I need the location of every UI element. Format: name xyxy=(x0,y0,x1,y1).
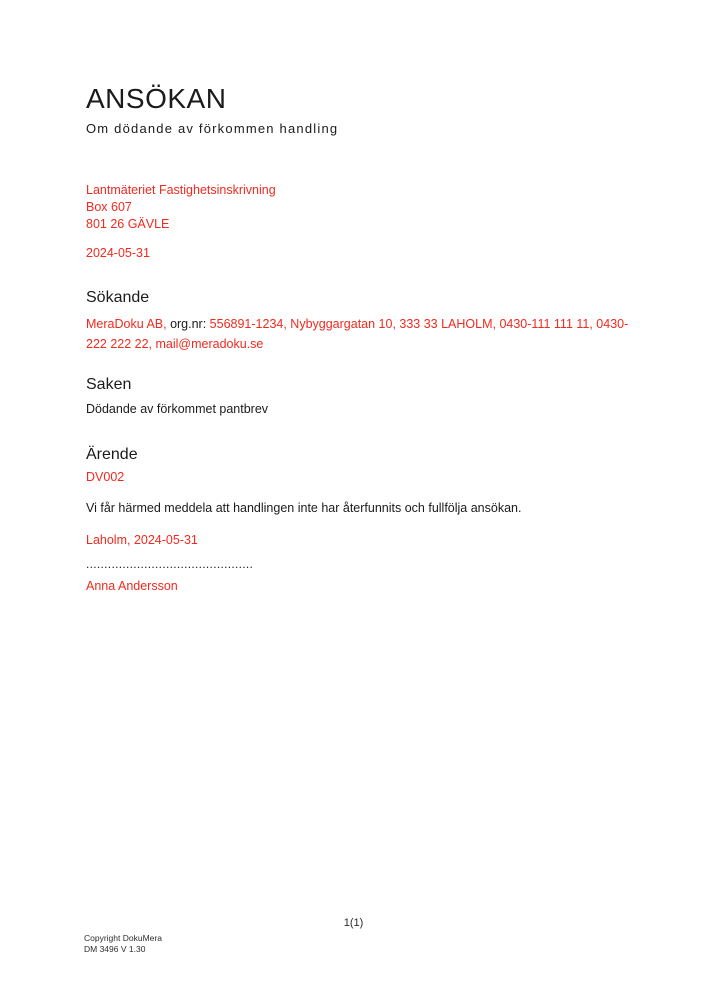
signature-name: Anna Andersson xyxy=(86,579,178,593)
signature-place-date: Laholm, 2024-05-31 xyxy=(86,533,198,547)
applicant-orgnr-label: org.nr: xyxy=(166,317,210,331)
applicant-name: MeraDoku AB, xyxy=(86,317,167,331)
document-date: 2024-05-31 xyxy=(86,246,150,260)
matter-body: Dödande av förkommet pantbrev xyxy=(86,402,269,416)
page-number: 1(1) xyxy=(343,917,364,929)
section-heading-case: Ärende xyxy=(86,446,138,463)
document-subtitle: Om dödande av förkommen handling xyxy=(86,121,339,136)
section-heading-applicant: Sökande xyxy=(86,289,150,306)
footer-block xyxy=(84,933,162,955)
document-title: ANSÖKAN xyxy=(86,83,227,114)
applicant-details-line1: 556891-1234, Nybyggargatan 10, 333 33 LAHOLM, 0430-111 111 11, 0430- xyxy=(209,317,629,331)
applicant-details xyxy=(86,314,646,354)
recipient-city: 801 26 GÄVLE xyxy=(86,217,170,231)
recipient-name: Lantmäteriet Fastighetsinskrivning xyxy=(86,183,276,197)
footer-copyright: Copyright DokuMera xyxy=(84,933,162,943)
section-heading-matter: Saken xyxy=(86,376,132,393)
signature-line: .............................................. xyxy=(86,557,254,571)
case-reference: DV002 xyxy=(86,470,125,484)
applicant-details-line2: 222 222 22, mail@meradoku.se xyxy=(86,337,264,351)
recipient-box: Box 607 xyxy=(86,200,132,214)
footer-doc-id: DM 3496 V 1.30 xyxy=(84,944,146,954)
recipient-address-block xyxy=(86,182,276,233)
case-message: Vi får härmed meddela att handlingen inte har återfunnits och fullfölja ansökan. xyxy=(86,501,522,515)
